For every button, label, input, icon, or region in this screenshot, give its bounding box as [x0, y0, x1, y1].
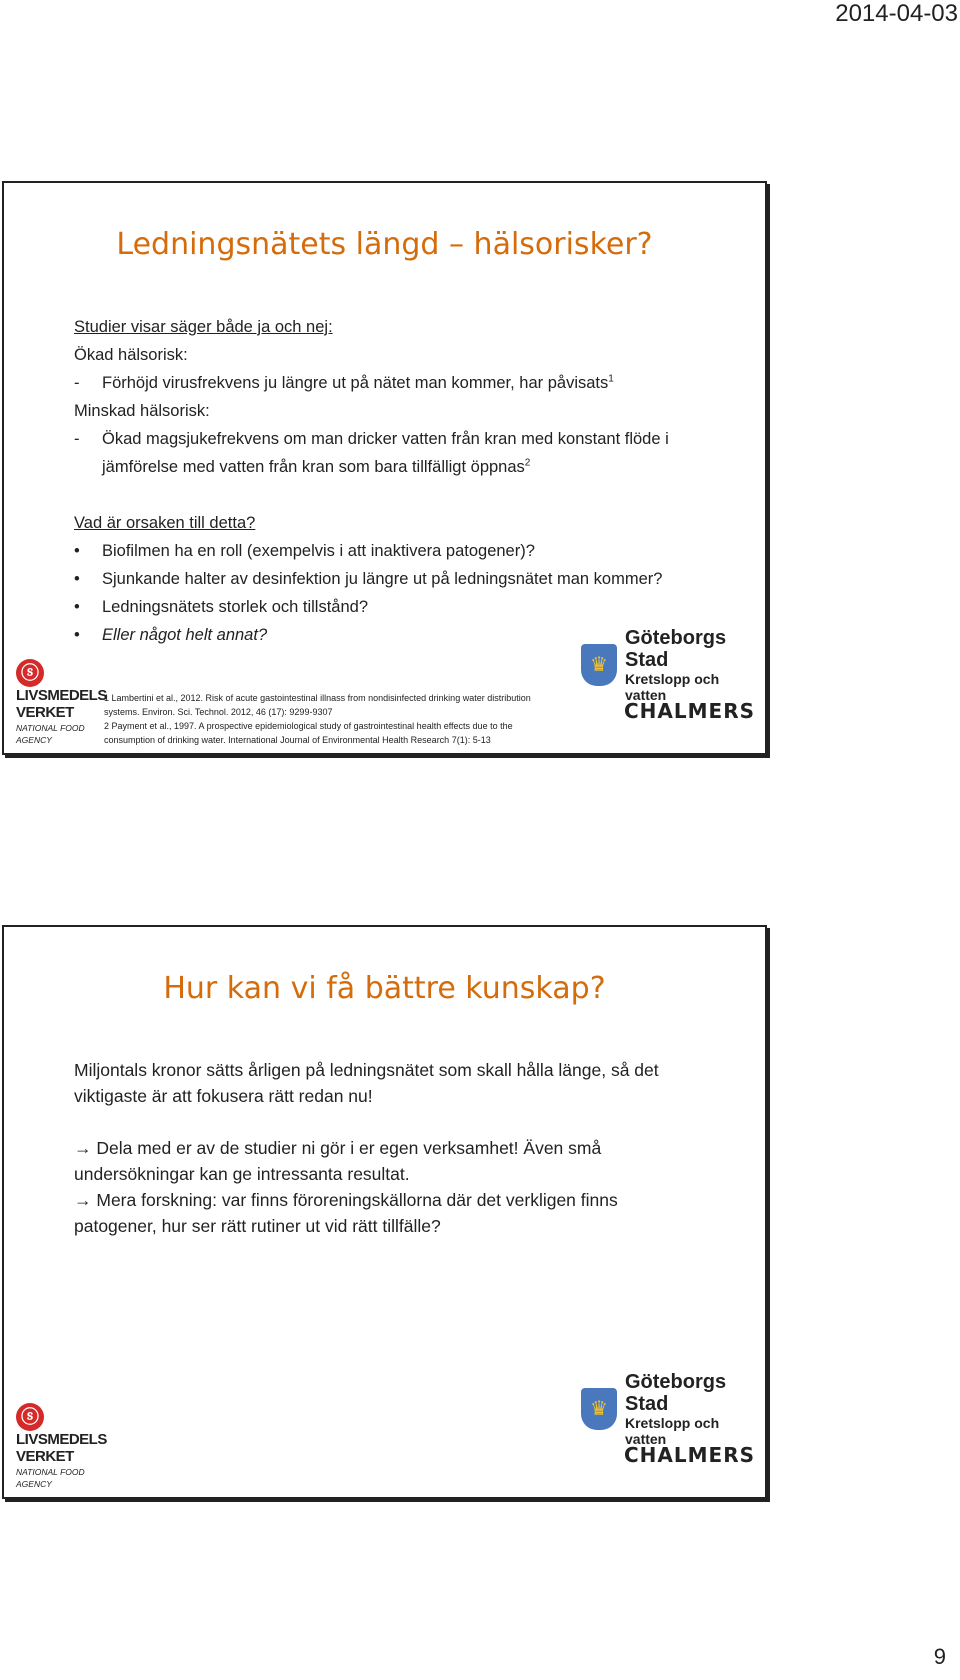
bullet-icon: • [74, 542, 80, 560]
lion-shield-icon: ♛ [581, 1388, 617, 1430]
slide-1 [2, 181, 767, 755]
reference-line: 2 Payment et al., 1997. A prospective epidemiological study of gastrointestinal health effects due to the [104, 721, 513, 731]
decreased-risk-item-line2: jämförelse med vatten från kran som bara tillfälligt öppnas [102, 458, 525, 476]
page-number: 9 [933, 1644, 946, 1669]
question-text: Vad är orsaken till detta? [74, 514, 256, 532]
slide-body [74, 1057, 745, 1239]
arrow-item-line: Mera forskning: var finns föroreningskällorna där det verkligen finns [96, 1190, 618, 1210]
livsmedelsverket-mark-icon: ⓢ [16, 1403, 44, 1431]
logo-subtext: NATIONAL FOOD [16, 723, 85, 733]
bullet-item [74, 593, 745, 621]
bullet-item [74, 537, 745, 565]
arrow-right-icon: → [74, 1190, 97, 1210]
arrow-item [74, 1187, 745, 1239]
decreased-risk-item-line1: Ökad magsjukefrekvens om man dricker vatten från kran med konstant flöde i [102, 430, 669, 448]
reference-line: consumption of drinking water. International Journal of Environmental Health Research 7(1): 5-13 [104, 735, 491, 745]
livsmedelsverket-logo [16, 1403, 107, 1489]
decreased-risk-label: Minskad hälsorisk: [74, 402, 210, 420]
dash-marker: - [74, 430, 80, 448]
chalmers-logo: CHALMERS [623, 699, 755, 723]
paragraph [74, 1057, 745, 1109]
livsmedelsverket-logo [16, 659, 107, 745]
bullet-item [74, 565, 745, 593]
logo-text: VERKET [16, 704, 74, 721]
arrow-item-line: patogener, hur ser rätt rutiner ut vid rätt tillfälle? [74, 1216, 441, 1236]
logo-subtext: AGENCY [16, 1479, 52, 1489]
intro-text: Studier visar säger både ja och nej: [74, 318, 333, 336]
logo-subtext: Kretslopp och vatten [625, 671, 720, 703]
arrow-item-line: Dela med er av de studier ni gör i er egen verksamhet! Även små [96, 1138, 602, 1158]
references [104, 691, 574, 747]
paragraph-line: Miljontals kronor sätts årligen på ledningsnätet som skall hålla länge, så det [74, 1060, 659, 1080]
reference-line: 1 Lambertini et al., 2012. Risk of acute gastointestinal illnass from nondisinfected drinking water distribution [104, 693, 531, 703]
page-date: 2014-04-03 [835, 0, 958, 27]
arrow-item-line: undersökningar kan ge intressanta resultat. [74, 1164, 410, 1184]
logo-text: VERKET [16, 1448, 74, 1465]
bullet-text: Sjunkande halter av desinfektion ju längre ut på ledningsnätet man kommer? [102, 570, 663, 588]
list-item [74, 369, 745, 397]
goteborgs-stad-logo [581, 1371, 761, 1447]
list-item [74, 425, 745, 481]
slide-body [74, 313, 745, 649]
logo-text: LIVSMEDELS [16, 1431, 107, 1448]
bullet-text: Ledningsnätets storlek och tillstånd? [102, 598, 368, 616]
logo-subtext: AGENCY [16, 735, 52, 745]
slide-title: Hur kan vi få bättre kunskap? [163, 971, 606, 1006]
reference-line: systems. Environ. Sci. Technol. 2012, 46 (17): 9299-9307 [104, 707, 333, 717]
goteborgs-stad-logo [581, 627, 761, 703]
logo-subtext: NATIONAL FOOD [16, 1467, 85, 1477]
livsmedelsverket-mark-icon: ⓢ [16, 659, 44, 687]
bullet-icon: • [74, 570, 80, 588]
increased-risk-label: Ökad hälsorisk: [74, 346, 188, 364]
paragraph-line: viktigaste är att fokusera rätt redan nu! [74, 1086, 373, 1106]
bullet-text: Biofilmen ha en roll (exempelvis i att inaktivera patogener)? [102, 542, 535, 560]
arrow-item [74, 1135, 745, 1187]
footnote-ref: 1 [608, 373, 614, 385]
footnote-ref: 2 [524, 457, 531, 469]
increased-risk-item: Förhöjd virusfrekvens ju längre ut på nätet man kommer, har påvisats [102, 374, 609, 392]
chalmers-logo: CHALMERS [623, 1443, 755, 1467]
slide-title: Ledningsnätets längd – hälsorisker? [116, 227, 653, 262]
logo-subtext: Kretslopp och vatten [625, 1415, 720, 1447]
bullet-icon: • [74, 626, 80, 644]
slide-2 [2, 925, 767, 1499]
arrow-right-icon: → [74, 1138, 97, 1158]
lion-shield-icon: ♛ [581, 644, 617, 686]
dash-marker: - [74, 374, 80, 392]
logo-text: LIVSMEDELS [16, 687, 107, 704]
bullet-icon: • [74, 598, 80, 616]
logo-text: Göteborgs Stad [625, 627, 727, 671]
logo-text: Göteborgs Stad [625, 1371, 727, 1415]
bullet-text: Eller något helt annat? [102, 626, 268, 644]
